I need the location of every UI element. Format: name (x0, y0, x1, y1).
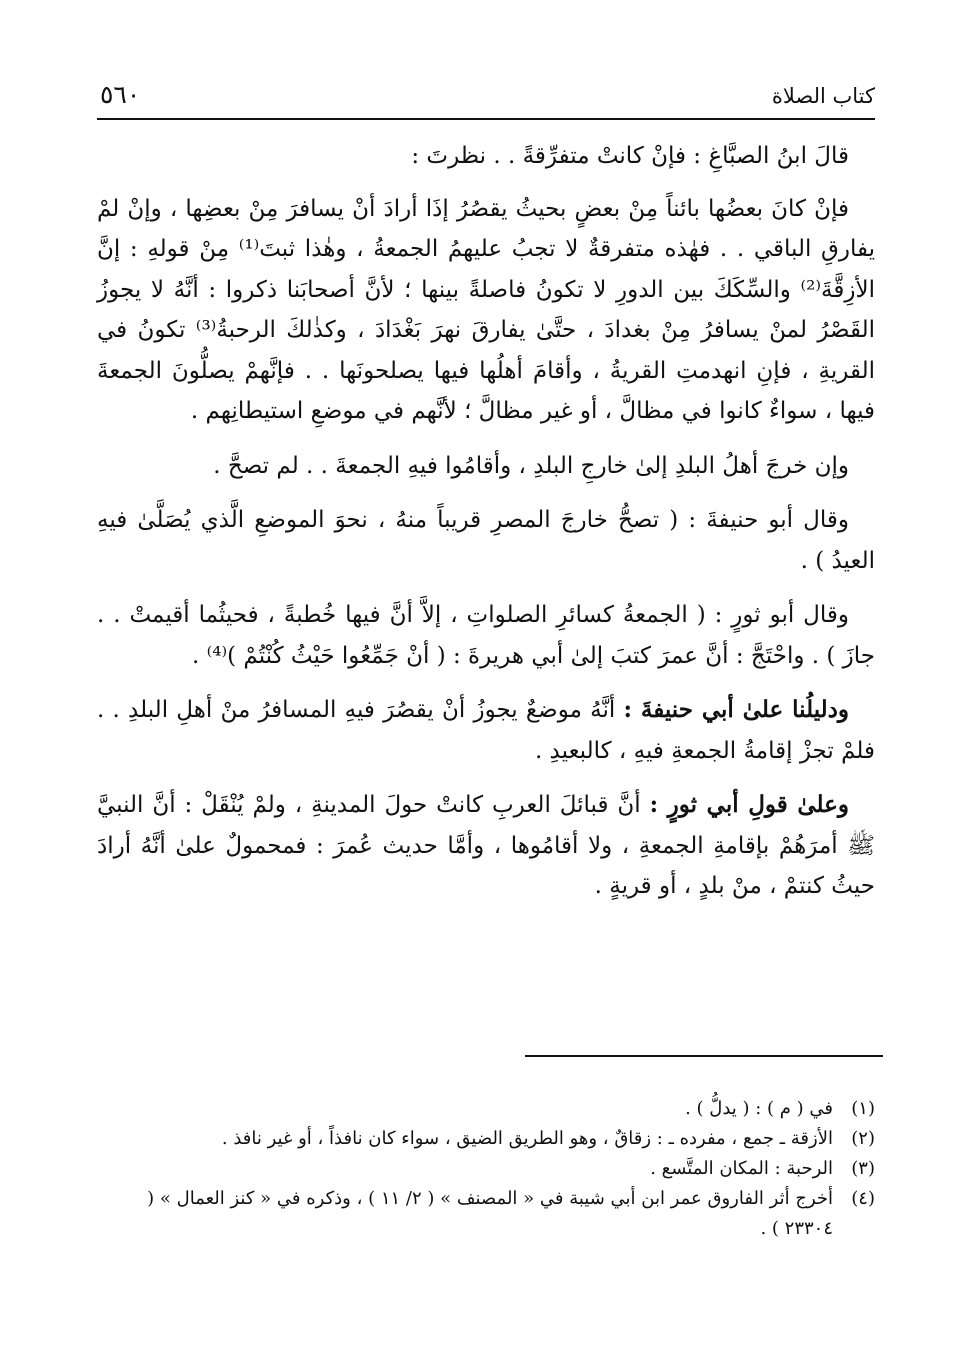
paragraph: وإن خرجَ أهلُ البلدِ إلىٰ خارجِ البلدِ ، وأقامُوا فيهِ الجمعةَ . . لم تصحَّ . (213, 452, 849, 479)
footnote-number: (١) (851, 1098, 875, 1119)
footnote-number: (٤) (851, 1188, 875, 1209)
paragraph: وقال أبو حنيفةَ : ( تصحُّ خارجَ المصرِ قريباً منهُ ، نحوَ الموضعِ الَّذي يُصَلَّىٰ فيهِ العيدُ ) . (97, 507, 875, 574)
paragraph-text: أنَّ قبائلَ العربِ كانتْ حولَ المدينةِ ، ولمْ يُنْقَلْ : أنَّ النبيَّ ﷺ أمرَهُمْ بإقامةِ الجمعةِ ، ولا أقامُوها ، وأمَّا حديث عُمرَ : فمحمولٌ علىٰ أنَّهُ أرادَ حيثُ كنتمْ ، منْ بلدٍ ، أو قريةٍ . (97, 792, 875, 899)
paragraph: وقال أبو ثورٍ : ( الجمعةُ كسائرِ الصلواتِ ، إلاَّ أنَّ فيها خُطبةً ، فحيثُما أقيمتْ . . جازَ ) . واحْتَجَّ : أنَّ عمرَ كتبَ إلىٰ أبي هريرةَ : ( أنْ جَمِّعُوا حَيْثُ كُنْتُمْ )⁽⁴⁾ . (97, 602, 875, 669)
main-text (97, 136, 875, 921)
paragraph-text: أنَّهُ موضعٌ يجوزُ أنْ يقصُرَ فيهِ المسافرُ منْ أهلِ البلدِ . . فلمْ تجزْ إقامةُ الجمعةِ فيهِ ، كالبعيدِ . (97, 697, 875, 764)
footnote-text: الرحبة : المكان المتَّسع . (650, 1158, 833, 1179)
paragraph (97, 785, 875, 907)
footnote-separator (525, 1055, 883, 1057)
paragraph (97, 690, 875, 771)
footnotes (97, 1094, 875, 1244)
footnote-text: في ( م ) : ( يدلُّ ) . (685, 1098, 833, 1119)
footnote (97, 1184, 875, 1244)
footnote (97, 1154, 875, 1184)
footnote-number: (٣) (851, 1158, 875, 1179)
footnote-text: أخرج أثر الفاروق عمر ابن أبي شيبة في « المصنف » ( ٢/ ١١ ) ، وذكره في « كنز العمال » ( ٢٣٣٠٤ ) . (147, 1188, 833, 1239)
book-title: كتاب الصلاة (771, 84, 875, 108)
page-number: ٥٦٠ (100, 80, 141, 109)
paragraph-lead: وعلىٰ قولِ أبي ثورٍ : (649, 791, 849, 818)
paragraph: قالَ ابنُ الصبَّاغِ : فإنْ كانتْ متفرِّقةً . . نظرتَ : (411, 143, 849, 169)
footnote-number: (٢) (851, 1128, 875, 1149)
paragraph-lead: ودليلُنا علىٰ أبي حنيفةَ : (623, 696, 849, 723)
paragraph: فإنْ كانَ بعضُها بائناً مِنْ بعضٍ بحيثُ يقصُرُ إذَا أرادَ أنْ يسافرَ مِنْ بعضِها ، وإنْ لمْ يفارقِ الباقي . . فهٰذه متفرقةٌ لا تجبُ عليهمُ الجمعةُ ، وهٰذا ثبتَ⁽¹⁾ مِنْ قولهِ : إنَّ الأزِقَّةَ⁽²⁾ والسِّكَكَ بين الدورِ لا تكونُ فاصلةً بينها ؛ لأنَّ أصحابَنا ذكروا : أنَّهُ لا يجوزُ القَصْرُ لمنْ يسافرُ مِنْ بغدادَ ، حتَّىٰ يفارقَ نهرَ بَغْدَادَ ، وكذٰلكَ الرحبةُ⁽³⁾ تكونُ في القريةِ ، فإنِ انهدمتِ القريةُ ، وأقامَ أهلُها فيها يصلحونَها . . فإنَّهمْ يصلُّونَ الجمعةَ فيها ، سواءٌ كانوا في مظالَّ ، أو غير مظالَّ ؛ لأنَّهم في موضعِ استيطانِهم . (97, 195, 876, 424)
page-header (97, 78, 875, 120)
footnote-text: الأزقة ـ جمع ، مفرده ـ : زقاقٌ ، وهو الطريق الضيق ، سواء كان نافذاً ، أو غير نافذ . (221, 1128, 833, 1149)
footnote (97, 1094, 875, 1124)
footnote (97, 1124, 875, 1154)
